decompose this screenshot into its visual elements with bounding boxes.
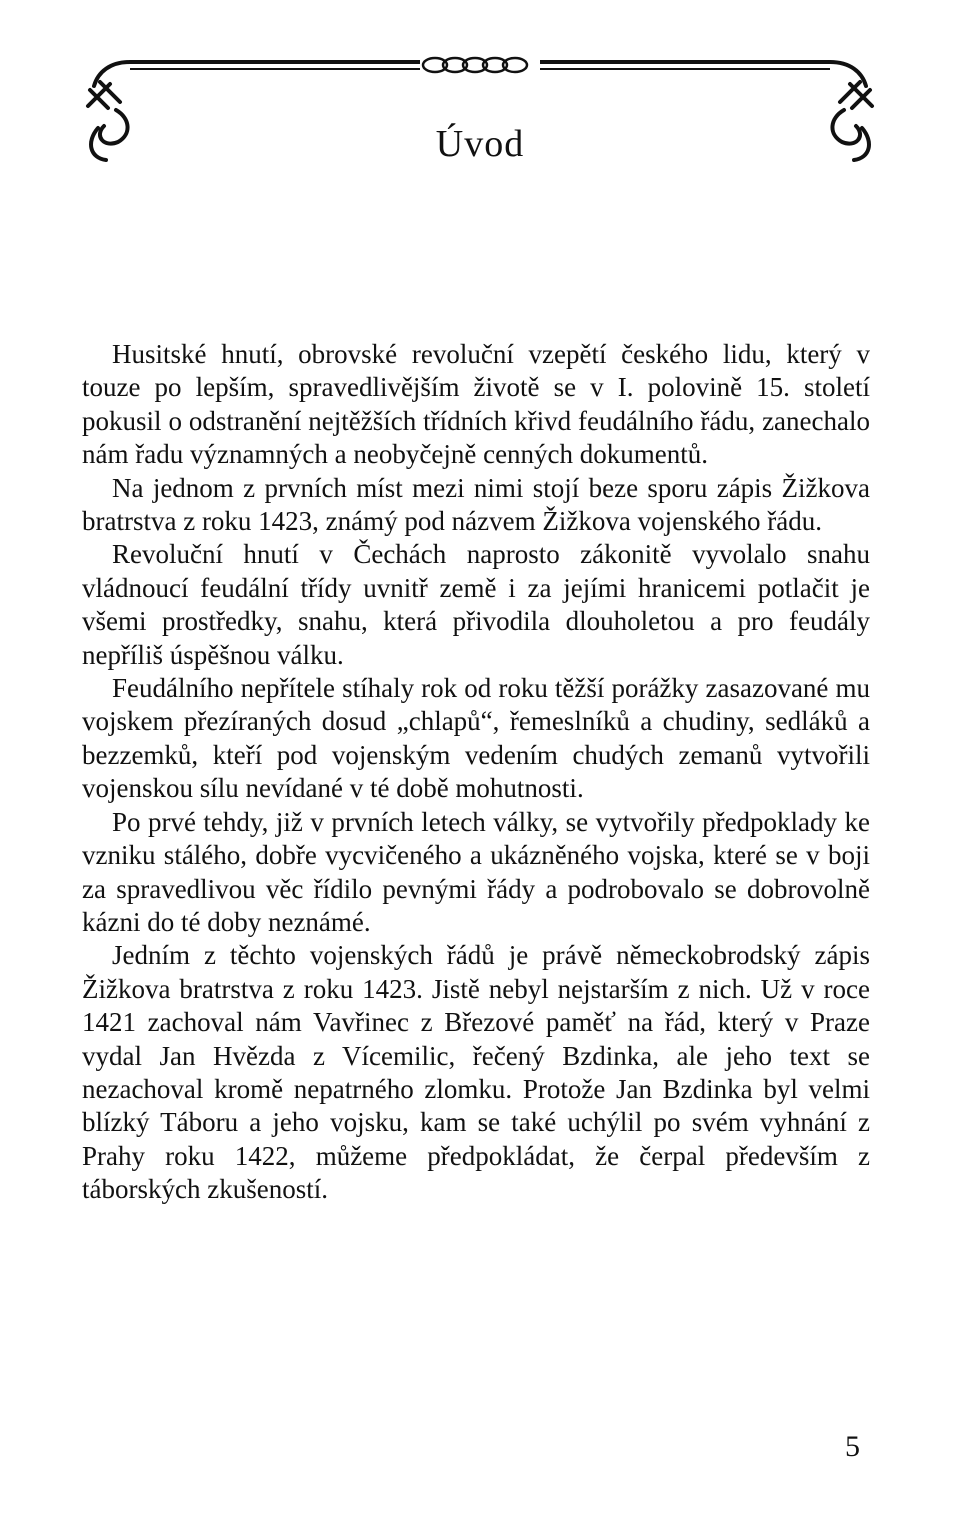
paragraph: Po prvé tehdy, již v prvních letech války, se vytvořily předpoklady ke vzniku stálého, dobře vycvičeného a ukázněného vojska, které se v boji za spravedlivou věc řídilo pevnými řády a podrobovalo se dobrovolně kázni do té doby neznámé.: [82, 806, 870, 937]
body-text: [82, 338, 870, 1207]
page-number: 5: [845, 1430, 860, 1463]
paragraph: Feudálního nepřítele stíhaly rok od roku těžší porážky zasazované mu vojskem přezíraných dosud „chlapů“, řemeslníků a chudiny, sedláků a bezzemků, kteří pod vojenským vedením chudých zemanů vytvořili vojenskou sílu nevídané v té době mohutnosti.: [82, 673, 870, 804]
paragraph: Revoluční hnutí v Čechách naprosto zákonitě vyvolalo snahu vládnoucí feudální třídy uvnitř země i za jejími hranicemi potlačit je všemi prostředky, snahu, která přivodila dlouholetou a pro feudály nepříliš úspěšnou válku.: [82, 539, 870, 670]
paragraph: Na jednom z prvních míst mezi nimi stojí beze sporu zápis Žižkova bratrstva z roku 1423, známý pod názvem Žižkova vojenského řádu.: [82, 472, 870, 537]
paragraph: Jedním z těchto vojenských řádů je právě německobrodský zápis Žižkova bratrstva z roku 1423. Jistě nebyl nejstarším z nich. Už v roce 1421 zachoval nám Vavřinec z Březové paměť na řád, který v Praze vydal Jan Hvězda z Vícemilic, řečený Bzdinka, ale jeho text se nezachoval kromě nepatrného zlomku. Protože Jan Bzdinka byl velmi blízký Táboru a jeho vojsku, kam se také uchýlil po svém vyhnání z Prahy roku 1422, můžeme předpokládat, že čerpal především z táborských zkušeností.: [82, 940, 870, 1205]
chapter-heading: Úvod: [435, 123, 525, 165]
paragraph: Husitské hnutí, obrovské revoluční vzepětí českého lidu, který v touze po lepším, spravedlivějším životě se v I. polovině 15. století pokusil o odstranění nejtěžších třídních křivd feudálního řádu, zanechalo nám řadu významných a neobyčejně cenných dokumentů.: [82, 339, 870, 470]
